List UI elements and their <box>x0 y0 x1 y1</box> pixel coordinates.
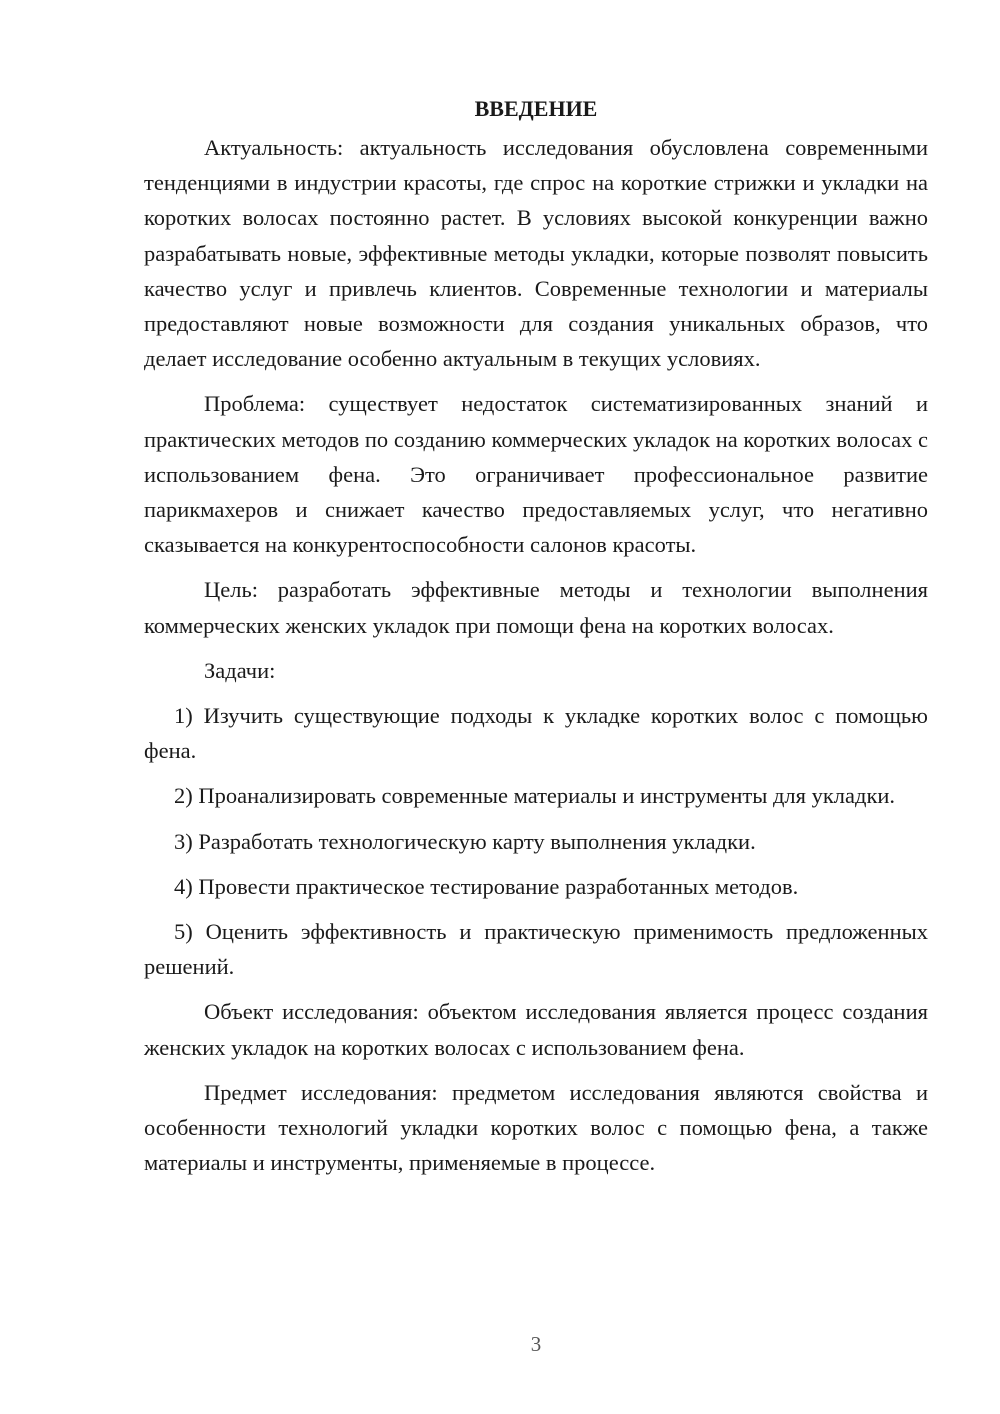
page-content <box>144 94 928 1190</box>
page-number: 3 <box>530 1332 542 1356</box>
task-item-1: 1) Изучить существующие подходы к укладке коротких волос с помощью фена. <box>144 703 928 764</box>
task-item-4: 4) Провести практическое тестирование разработанных методов. <box>174 873 799 899</box>
goal-paragraph: Цель: разработать эффективные методы и технологии выполнения коммерческих женских укладок при помощи фена на коротких волосах. <box>144 577 928 638</box>
object-paragraph: Объект исследования: объектом исследования является процесс создания женских укладок на коротких волосах с использованием фена. <box>144 999 928 1060</box>
tasks-label: Задачи: <box>204 657 276 683</box>
problem-paragraph: Проблема: существует недостаток систематизированных знаний и практических методов по созданию коммерческих укладок на коротких волосах с использованием фена. Это ограничивает профессиональное развитие парикмахеров и снижает качество предоставляемых услуг, что негативно сказывается на конкурентоспособности салонов красоты. <box>144 391 928 558</box>
task-item-3: 3) Разработать технологическую карту выполнения укладки. <box>174 828 756 854</box>
subject-paragraph: Предмет исследования: предметом исследования являются свойства и особенности технологий укладки коротких волос с помощью фена, а также материалы и инструменты, применяемые в процессе. <box>144 1079 928 1176</box>
relevance-paragraph: Актуальность: актуальность исследования обусловлена современными тенденциями в индустрии красоты, где спрос на короткие стрижки и укладки на коротких волосах постоянно растет. В условиях высокой конкуренции важно разрабатывать новые, эффективные методы укладки, которые позволят повысить качество услуг и привлечь клиентов. Современные технологии и материалы предоставляют новые возможности для создания уникальных образов, что делает исследование особенно актуальным в текущих условиях. <box>144 135 928 372</box>
task-item-2: 2) Проанализировать современные материалы и инструменты для укладки. <box>174 783 896 809</box>
section-heading: ВВЕДЕНИЕ <box>474 96 598 121</box>
task-item-5: 5) Оценить эффективность и практическую применимость предложенных решений. <box>144 919 928 980</box>
